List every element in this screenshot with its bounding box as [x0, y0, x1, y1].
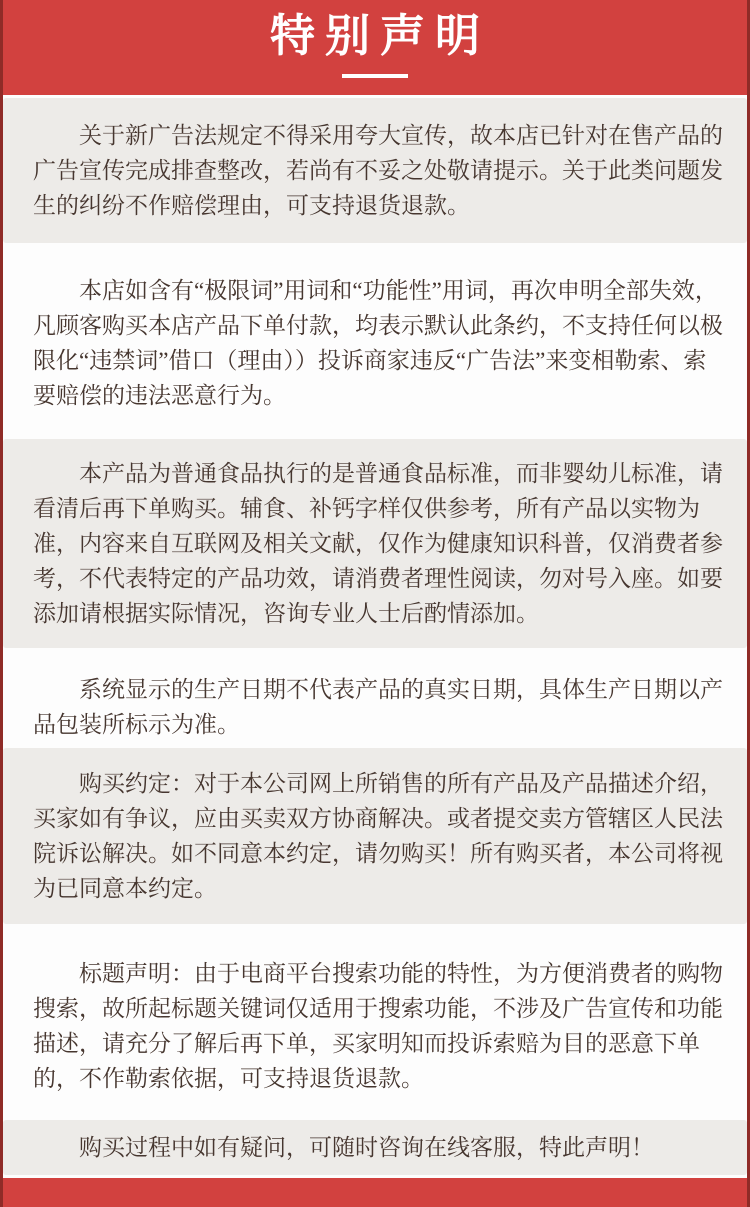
paragraph-text: 标题声明：由于电商平台搜索功能的特性，为方便消费者的购物搜索，故所起标题关键词仅适用于搜索功能，不涉及广告宣传和功能描述，请充分了解后再下单，买家明知而投诉索赔为目的恶意下单的，不作勒索依据，可支持退货退款。: [33, 961, 723, 1091]
disclaimer-section-title-statement: [3, 956, 747, 1096]
disclaimer-section-ad-law: [3, 98, 747, 243]
footer-band: [0, 1178, 750, 1207]
paragraph-text: 关于新广告法规定不得采用夸大宣传，故本店已针对在售产品的广告宣传完成排查整改，若尚有不妥之处敬请提示。关于此类问题发生的纠纷不作赔偿理由，可支持退货退款。: [33, 123, 723, 218]
title-underline: [342, 74, 408, 78]
disclaimer-section-contact-service: [3, 1120, 747, 1175]
disclaimer-section-extreme-words: [3, 273, 747, 413]
header-band: [0, 0, 750, 95]
disclaimer-section-purchase-agreement: [3, 748, 747, 924]
left-edge-strip: [0, 0, 3, 1207]
paragraph-text: 本产品为普通食品执行的是普通食品标准，而非婴幼儿标准，请看清后再下单购买。辅食、补钙字样仅供参考，所有产品以实物为准，内容来自互联网及相关文献，仅作为健康知识科普，仅消费者参考，不代表特定的产品功效，请消费者理性阅读，勿对号入座。如要添加请根据实际情况，咨询专业人士后酌情添加。: [33, 461, 723, 626]
disclaimer-section-production-date: [3, 672, 747, 742]
page-title: 特别声明: [269, 11, 490, 61]
paragraph-text: 本店如含有“极限词”用词和“功能性”用词，再次申明全部失效，凡顾客购买本店产品下单付款，均表示默认此条约，不支持任何以极限化“违禁词”借口（理由））投诉商家违反“广告法”来变相勒索、索要赔偿的违法恶意行为。: [33, 278, 723, 408]
paragraph-text: 购买过程中如有疑问，可随时咨询在线客服，特此声明！: [79, 1135, 654, 1160]
disclaimer-section-food-standard: [3, 439, 747, 648]
paragraph-text: 系统显示的生产日期不代表产品的真实日期，具体生产日期以产品包装所标示为准。: [33, 677, 723, 737]
paragraph-text: 购买约定：对于本公司网上所销售的所有产品及产品描述介绍，买家如有争议，应由买卖双方协商解决。或者提交卖方管辖区人民法院诉讼解决。如不同意本约定，请勿购买！所有购买者，本公司将视为已同意本约定。: [33, 771, 723, 901]
